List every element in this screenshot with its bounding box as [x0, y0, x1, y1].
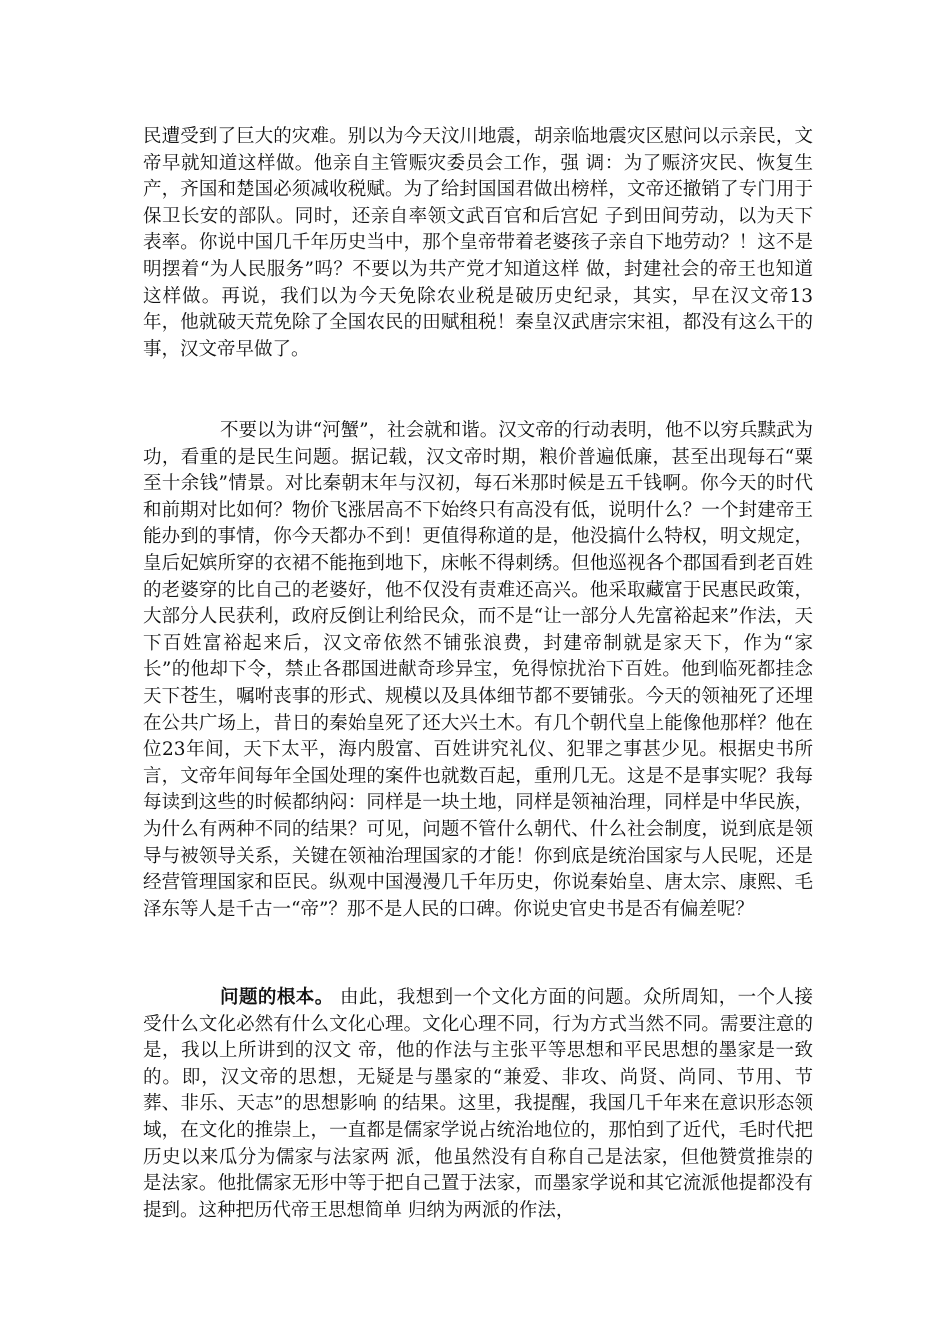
paragraph-1: 民遭受到了巨大的灾难。别以为今天汶川地震，胡亲临地震灾区慰问以示亲民，文帝早就知道这样做。他亲自主管赈灾委员会工作，强 调：为了赈济灾民、恢复生产，齐国和楚国必须减收税赋。为了给封国国君做出榜样，文帝还撤销了专门用于保卫长安的部队。同时，还亲自率领文武百官和后宫妃 子到田间劳动，以为天下表率。你说中国几千年历史当中，那个皇帝带着老婆孩子亲自下地劳动？！这不是明摆着“为人民服务”吗？不要以为共产党才知道这样 做，封建社会的帝王也知道这样做。再说，我们以为今天免除农业税是破历史纪录，其实，早在汉文帝13年，他就破天荒免除了全国农民的田赋租税！秦皇汉武唐宗宋祖，都没有这么干的事，汉文帝早做了。: [143, 126, 813, 360]
paragraph-2: 不要以为讲“河蟹”，社会就和谐。汉文帝的行动表明，他不以穷兵黩武为 功，看重的是民生问题。据记载，汉文帝时期，粮价普遍低廉，甚至出现每石“粟至十余钱”情景。对比秦朝末年与汉初，每石米那时候是五千钱啊。你今天的时代 和前期对比如何？物价飞涨居高不下始终只有高没有低，说明什么？一个封建帝王能办到的事情，你今天都办不到！更值得称道的是，他没搞什么特权，明文规定， 皇后妃嫔所穿的衣裙不能拖到地下，床帐不得刺绣。但他巡视各个郡国看到老百姓的老婆穿的比自己的老婆好，他不仅没有责难还高兴。他采取藏富于民惠民政策， 大部分人民获利，政府反倒让利给民众，而不是“让一部分人先富裕起来”作法，天下百姓富裕起来后，汉文帝依然不铺张浪费，封建帝制就是家天下，作为“家 长”的他却下令，禁止各郡国进献奇珍异宝，免得惊扰治下百姓。他到临死都挂念天下苍生，嘱咐丧事的形式、规模以及具体细节都不要铺张。今天的领袖死了还埋 在公共广场上，昔日的秦始皇死了还大兴土木。有几个朝代皇上能像他那样？他在位23年间，天下太平，海内殷富、百姓讲究礼仪、犯罪之事甚少见。根据史书所 言，文帝年间每年全国处理的案件也就数百起，重刑几无。这是不是事实呢？我每每读到这些的时候都纳闷：同样是一块土地，同样是领袖治理，同样是中华民族， 为什么有两种不同的结果？可见，问题不管什么朝代、什么社会制度，说到底是领导与被领导关系，关键在领袖治理国家的才能！你到底是统治国家与人民呢，还是 经营管理国家和臣民。纵观中国漫漫几千年历史，你说秦始皇、唐太宗、康熙、毛泽东等人是千古一“帝”？那不是人民的口碑。你说史官史书是否有偏差呢？: [143, 420, 813, 920]
paragraph-3-lead-heading: 问题的根本。: [220, 987, 334, 1008]
paragraph-3: [143, 985, 813, 1224]
paragraph-3-body: 由此，我想到一个文化方面的问题。众所周知，一个人接受什么文化必然有什么文化心理。文化心理不同，行为方式当然不同。需要注意的是，我以上所讲到的汉文 帝，他的作法与主张平等思想和平民思想的墨家是一致的。即，汉文帝的思想，无疑是与墨家的“兼爱、非攻、尚贤、尚同、节用、节葬、非乐、天志”的思想影响 的结果。这里，我提醒，我国几千年来在意识形态领域，在文化的推崇上，一直都是儒家学说占统治地位的，那怕到了近代，毛时代把历史以来瓜分为儒家与法家两 派，他虽然没有自称自己是法家，但他赞赏推崇的是法家。他批儒家无形中等于把自己置于法家，而墨家学说和其它流派他提都没有提到。这种把历代帝王思想简单 归纳为两派的作法，: [143, 987, 813, 1221]
